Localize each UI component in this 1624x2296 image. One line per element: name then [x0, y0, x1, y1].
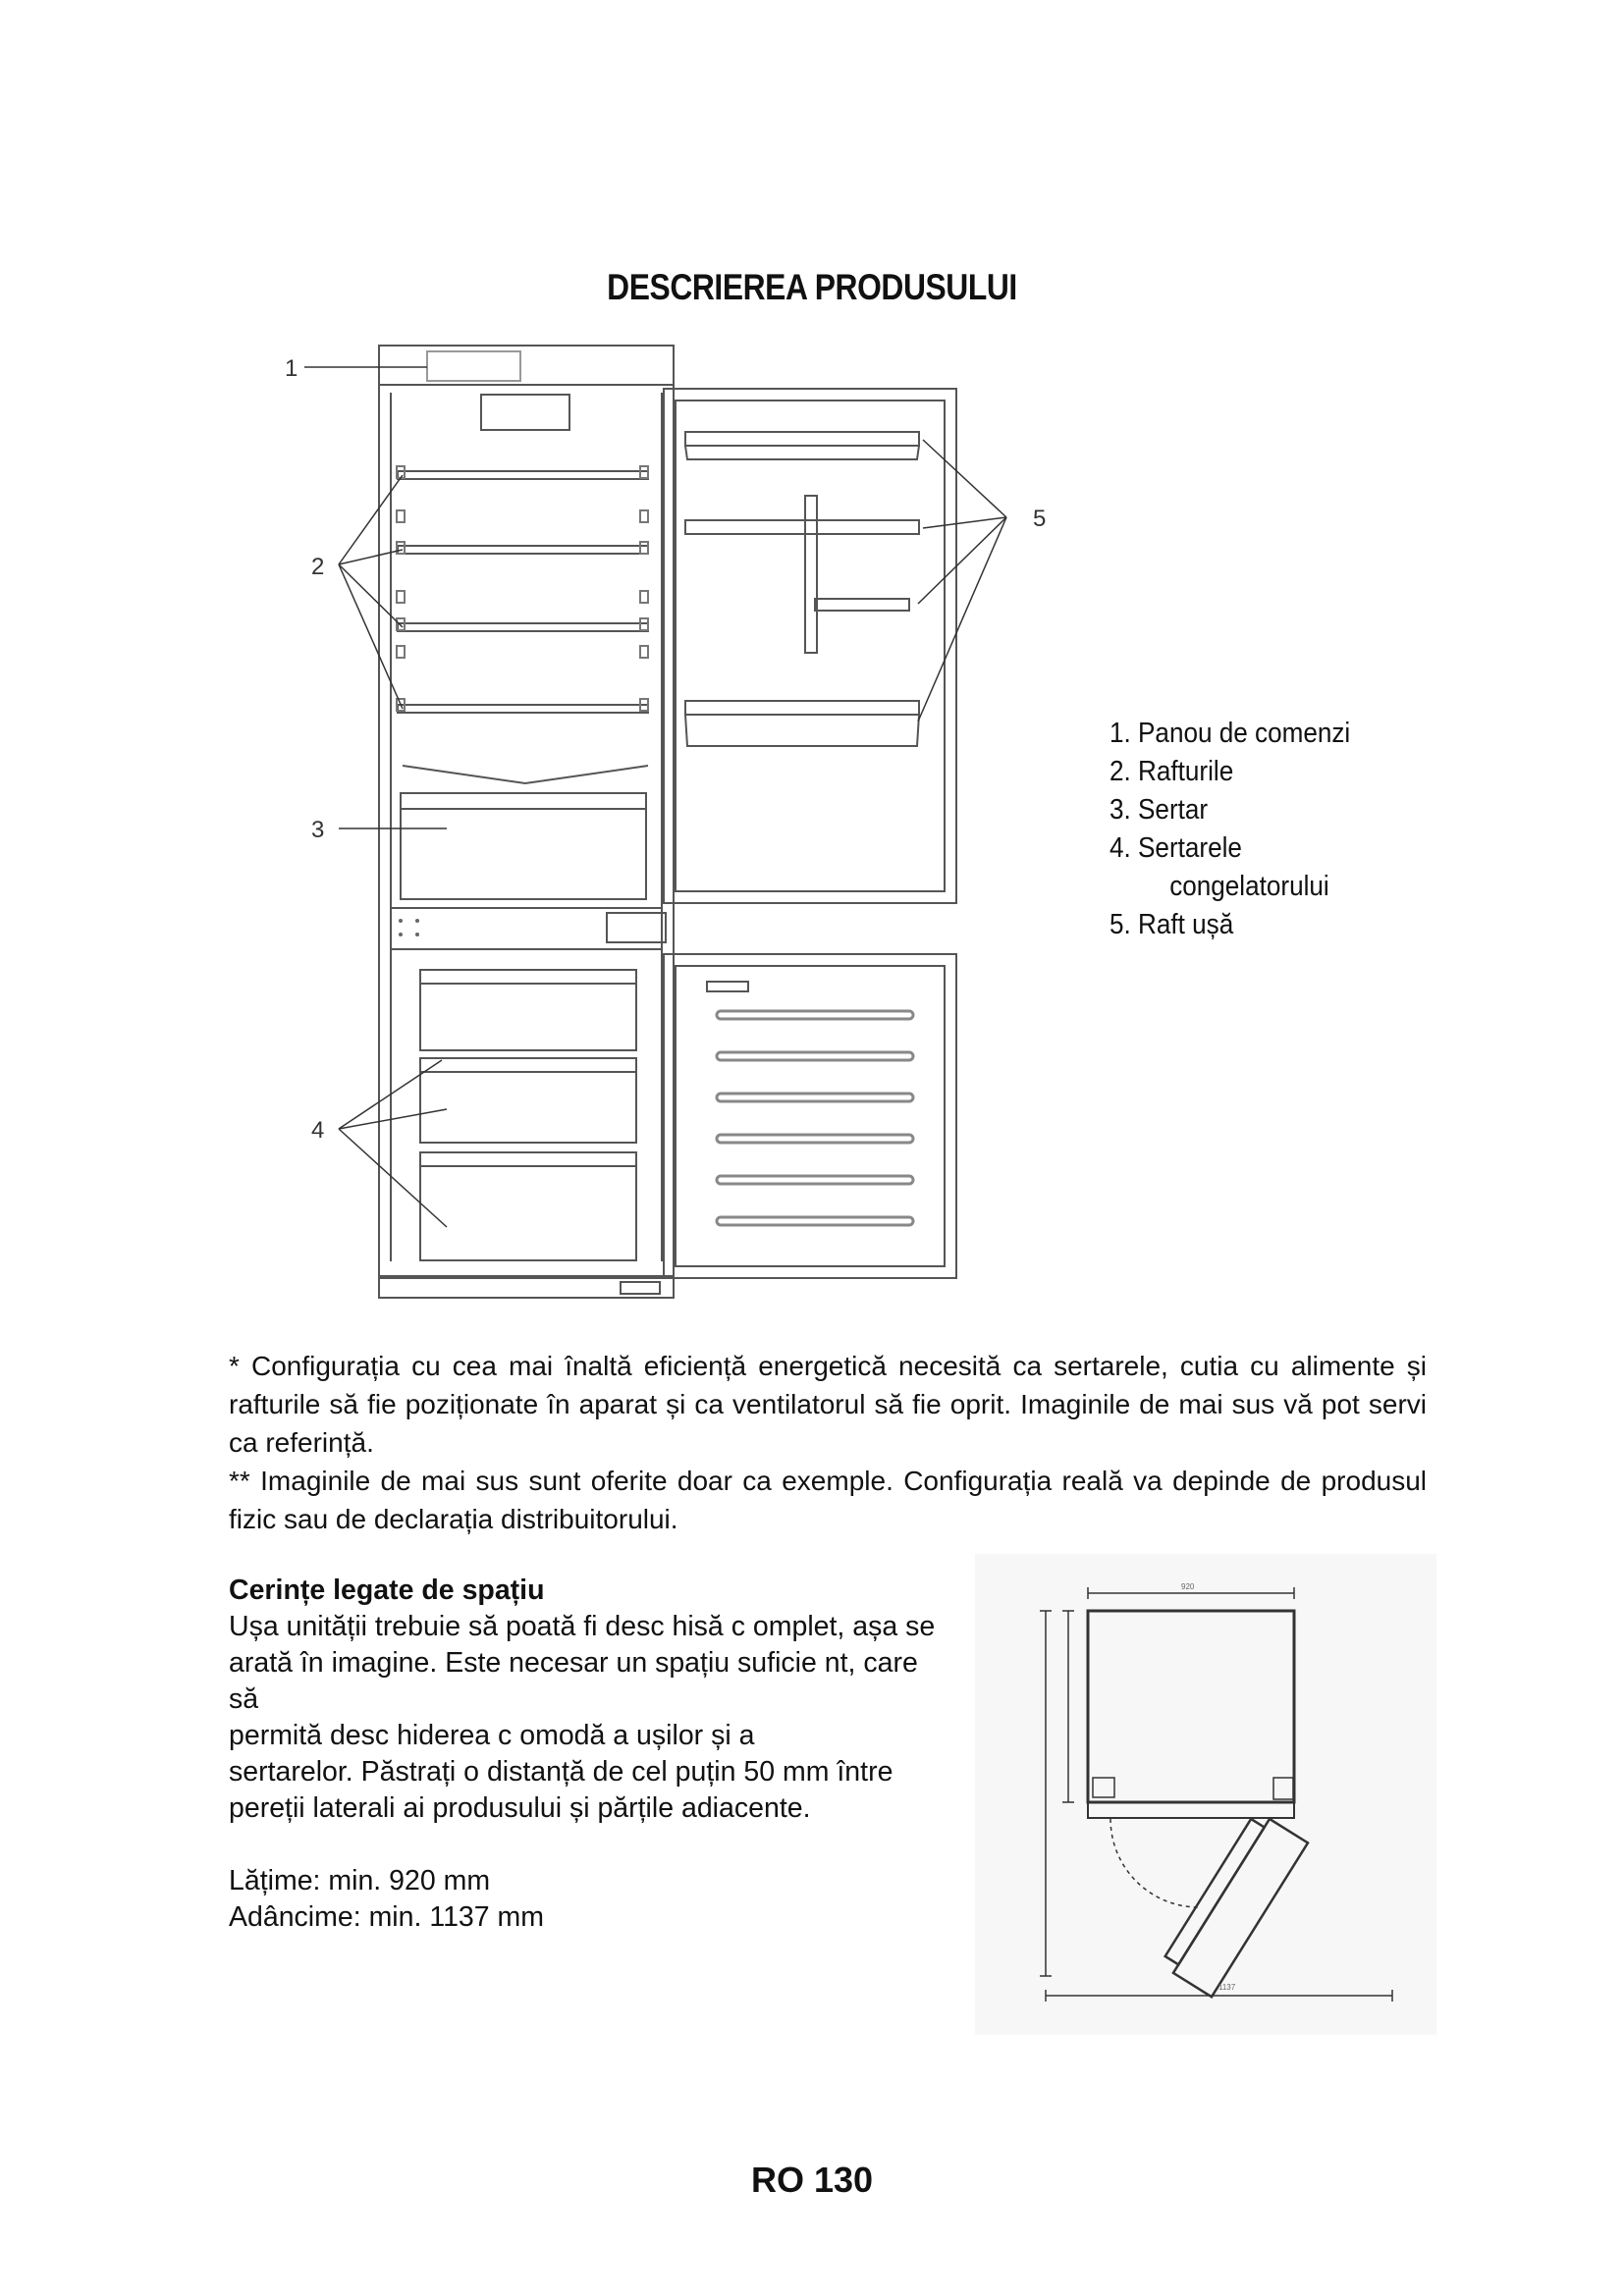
legend-item-3: 3. Sertar [1110, 794, 1209, 826]
callout-4: 4 [311, 1117, 325, 1144]
legend-item-4-cont: congelatorului [1169, 871, 1329, 902]
control-panel-shape [379, 346, 674, 385]
min-depth: Adâncime: min. 1137 mm [229, 1901, 545, 1933]
legend-item-5: 5. Raft ușă [1110, 909, 1234, 940]
space-line-4: sertarelor. Păstrați o distanță de cel puțin 50 mm între [229, 1756, 893, 1788]
svg-text:920: 920 [1181, 1582, 1195, 1591]
clearance-plan-diagram [975, 1554, 1436, 2035]
svg-text:1137: 1137 [1218, 1983, 1236, 1992]
space-heading: Cerințe legate de spațiu [229, 1575, 545, 1606]
note-examples: ** Imaginile de mai sus sunt oferite doar ca exemple. Configurația reală va depinde de produsul fizic sau de declarația distribuitorului. [229, 1466, 1427, 1534]
page-title: DESCRIEREA PRODUSULUI [607, 267, 1017, 307]
callout-5: 5 [1033, 506, 1047, 532]
space-line-3: permită desc hiderea c omodă a ușilor și a [229, 1720, 755, 1751]
space-line-1: Ușa unității trebuie să poată fi desc hisă c omplet, așa se [229, 1611, 936, 1642]
callout-2: 2 [311, 554, 325, 580]
component-legend [1110, 715, 1350, 944]
fridge-diagram [275, 334, 1047, 1335]
note-energy: * Configurația cu cea mai înaltă eficiență energetică necesită ca sertarele, cutia cu alimente și rafturile să fie poziționate în aparat și ca ventilatorul să fie oprit. Imaginile de mai sus vă pot servi ca referință. [229, 1351, 1427, 1458]
space-line-5: pereții laterali ai produsului și părțile adiacente. [229, 1792, 811, 1824]
legend-item-1: 1. Panou de comenzi [1110, 718, 1351, 749]
shelves-shape [398, 471, 648, 783]
callout-1: 1 [285, 355, 298, 382]
min-width: Lățime: min. 920 mm [229, 1865, 491, 1896]
space-line-2: arată în imagine. Este necesar un spațiu suficie nt, care să [229, 1647, 918, 1715]
callout-3: 3 [311, 817, 325, 843]
freezer-drawers-shape [420, 970, 636, 1260]
legend-item-2: 2. Rafturile [1110, 756, 1234, 787]
page-number: RO 130 [750, 2160, 874, 2200]
notes-block [229, 1347, 1427, 1538]
space-requirements [229, 1573, 946, 1936]
legend-item-4: 4. Sertarele [1110, 832, 1242, 864]
door-shelves-shape [685, 432, 919, 746]
